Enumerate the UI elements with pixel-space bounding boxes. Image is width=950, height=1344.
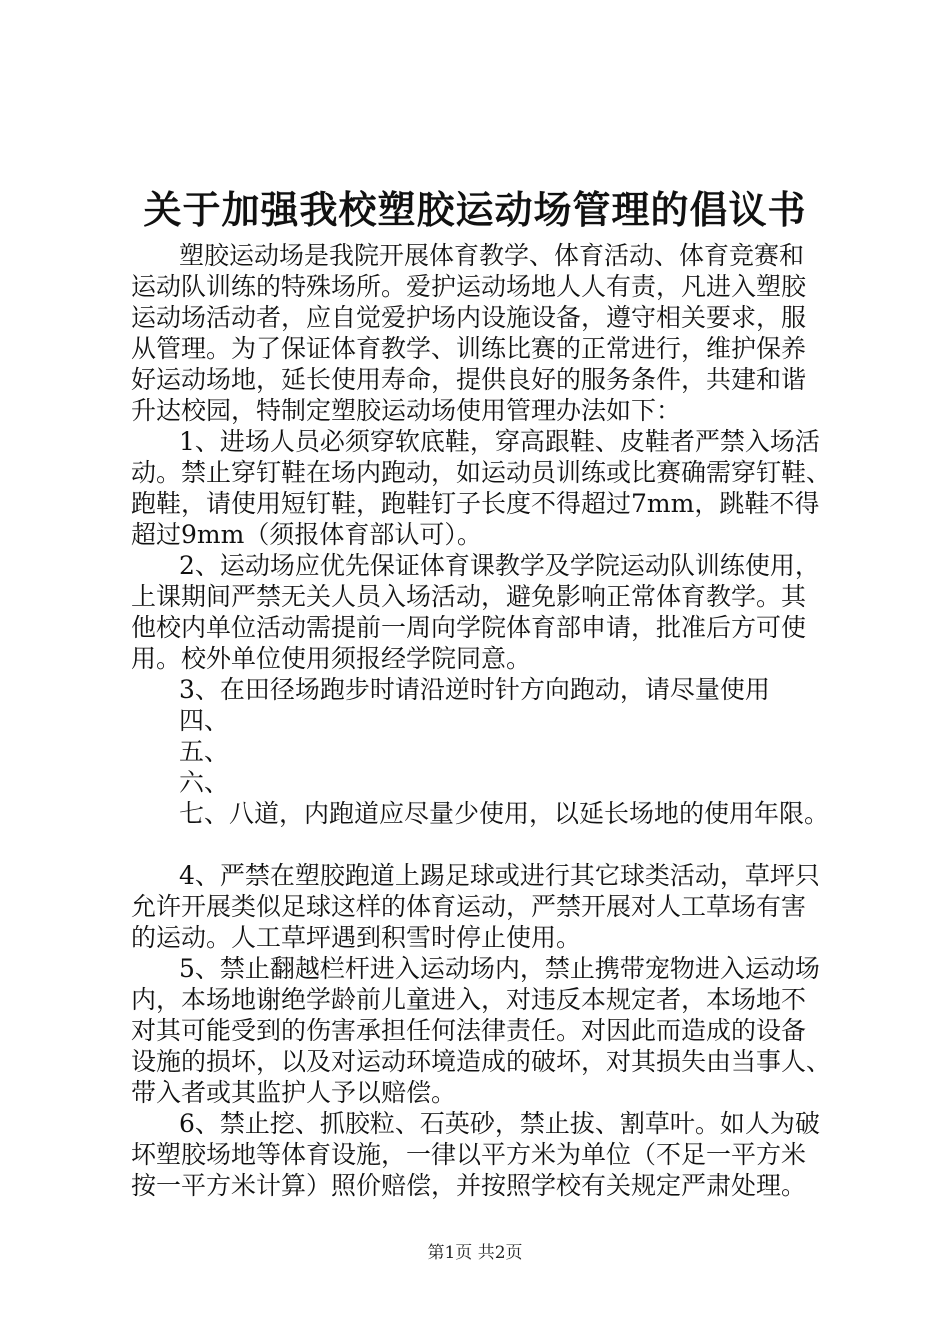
paragraph-line: 他校内单位活动需提前一周向学院体育部申请，批准后方可使 [131,613,807,642]
paragraph-line: 动。禁止穿钉鞋在场内跑动，如运动员训练或比赛确需穿钉鞋、 [131,458,832,487]
paragraph-line: 六、 [179,768,230,797]
document-body [131,240,831,1201]
paragraph-line: 内，本场地谢绝学龄前儿童进入，对违反本规定者，本场地不 [131,985,807,1014]
page-footer: 第1页 共2页 [427,1243,523,1263]
document-title: 关于加强我校塑胶运动场管理的倡议书 [143,187,807,232]
paragraph-line: 升达校园，特制定塑胶运动场使用管理办法如下： [131,396,682,425]
paragraph-line: 用。校外单位使用须报经学院同意。 [131,644,532,673]
paragraph-line: 2、运动场应优先保证体育课教学及学院运动队训练使用， [179,551,820,580]
paragraph-line: 坏塑胶场地等体育设施，一律以平方米为单位（不足一平方米 [131,1140,807,1169]
blank-line [131,829,831,860]
paragraph-line: 按一平方米计算）照价赔偿，并按照学校有关规定严肃处理。 [131,1171,807,1200]
paragraph-line: 从管理。为了保证体育教学、训练比赛的正常进行，维护保养 [131,334,807,363]
paragraph-line: 3、在田径场跑步时请沿逆时针方向跑动，请尽量使用 [179,675,770,704]
paragraph-line: 跑鞋，请使用短钉鞋，跑鞋钉子长度不得超过7mm，跳鞋不得 [131,489,820,518]
paragraph-line: 对其可能受到的伤害承担任何法律责任。对因此而造成的设备 [131,1016,807,1045]
paragraph-line: 运动队训练的特殊场所。爱护运动场地人人有责，凡进入塑胶 [131,272,807,301]
paragraph-line: 超过9mm（须报体育部认可）。 [131,520,482,549]
paragraph-line: 塑胶运动场是我院开展体育教学、体育活动、体育竞赛和 [179,241,805,270]
paragraph-line: 1、进场人员必须穿软底鞋，穿高跟鞋、皮鞋者严禁入场活 [179,427,820,456]
paragraph-line: 4、严禁在塑胶跑道上踢足球或进行其它球类活动，草坪只 [179,861,820,890]
paragraph-line: 的运动。人工草坪遇到积雪时停止使用。 [131,923,582,952]
paragraph-line: 6、禁止挖、抓胶粒、石英砂，禁止拔、割草叶。如人为破 [179,1109,820,1138]
paragraph-line: 五、 [179,737,230,766]
paragraph-line: 四、 [179,706,230,735]
paragraph-line: 设施的损坏，以及对运动环境造成的破坏，对其损失由当事人、 [131,1047,832,1076]
paragraph-line: 运动场活动者，应自觉爱护场内设施设备，遵守相关要求，服 [131,303,807,332]
paragraph-line: 好运动场地，延长使用寿命，提供良好的服务条件，共建和谐 [131,365,807,394]
paragraph-line: 七、八道，内跑道应尽量少使用，以延长场地的使用年限。 [179,799,830,828]
paragraph-line: 带入者或其监护人予以赔偿。 [131,1078,457,1107]
paragraph-line: 上课期间严禁无关人员入场活动，避免影响正常体育教学。其 [131,582,807,611]
paragraph-line: 5、禁止翻越栏杆进入运动场内，禁止携带宠物进入运动场 [179,954,820,983]
paragraph-line: 允许开展类似足球这样的体育运动，严禁开展对人工草场有害 [131,892,807,921]
